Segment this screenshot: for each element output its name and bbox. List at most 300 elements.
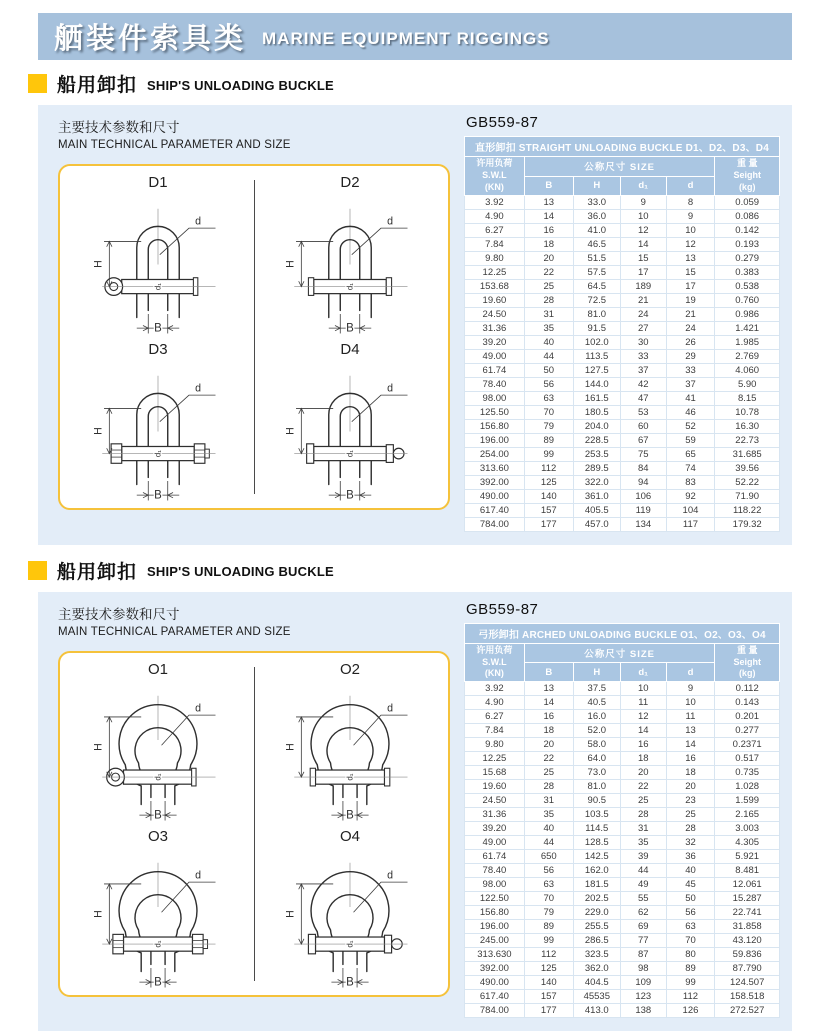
table-row [465,349,780,363]
dim-label-d: d [387,382,394,395]
figure-label: O4 [339,827,360,845]
spec-table-container [464,136,780,532]
dim-label-B: B [154,809,162,822]
dim-label-d1: d₁ [345,283,355,291]
shackle-drawing [70,191,246,337]
table-cell: 18 [666,766,715,780]
table-cell: 156.80 [465,419,525,433]
table-row [465,419,780,433]
table-row [465,780,780,794]
table-cell: 6.27 [465,710,525,724]
table-cell: 98.00 [465,391,525,405]
table-cell: 179.32 [715,517,780,531]
table-cell: 99 [666,976,715,990]
table-row [465,461,780,475]
section-heading [28,557,792,584]
table-cell: 254.00 [465,447,525,461]
section-title-zh: 船用卸扣 [57,561,138,583]
table-cell: 362.0 [573,962,620,976]
table-cell: 0.986 [715,307,780,321]
table-row [465,822,780,836]
dim-label-d: d [195,382,202,395]
table-cell: 3.92 [465,195,525,209]
figure-label: D4 [340,341,360,358]
table-cell: 31.36 [465,321,525,335]
table-cell: 1.028 [715,780,780,794]
dim-label-H: H [284,260,297,268]
table-cell: 23 [666,794,715,808]
table-cell: 94 [620,475,666,489]
table-row [465,808,780,822]
table-row [465,321,780,335]
size-col-header: B [524,176,573,195]
table-row [465,503,780,517]
diagram-O1 [62,661,254,824]
table-cell: 103.5 [573,808,620,822]
dim-label-H: H [284,909,297,918]
table-cell: 12.25 [465,265,525,279]
table-cell: 361.0 [573,489,620,503]
table-cell: 0.193 [715,237,780,251]
table-row [465,363,780,377]
table-cell: 286.5 [573,934,620,948]
table-cell: 46.5 [573,237,620,251]
table-cell: 52.22 [715,475,780,489]
table-cell: 617.40 [465,503,525,517]
table-cell: 39.56 [715,461,780,475]
table-cell: 63 [524,391,573,405]
dim-label-d1: d₁ [153,283,163,291]
table-cell: 69 [620,920,666,934]
table-cell: 11 [666,710,715,724]
table-cell: 14 [620,724,666,738]
table-cell: 89 [524,920,573,934]
table-cell: 35 [524,321,573,335]
table-row [465,836,780,850]
table-cell: 109 [620,976,666,990]
table-row [465,391,780,405]
table-cell: 196.00 [465,920,525,934]
table-cell: 41.0 [573,223,620,237]
table-cell: 134 [620,517,666,531]
table-cell: 289.5 [573,461,620,475]
table-cell: 392.00 [465,962,525,976]
table-row [465,335,780,349]
table-cell: 71.90 [715,489,780,503]
table-cell: 125 [524,475,573,489]
table-cell: 313.60 [465,461,525,475]
table-cell: 50 [666,892,715,906]
table-cell: 144.0 [573,377,620,391]
table-cell: 81.0 [573,307,620,321]
table-cell: 9 [666,209,715,223]
table-cell: 31.36 [465,808,525,822]
table-cell: 16 [524,223,573,237]
table-cell: 22 [620,780,666,794]
table-cell: 490.00 [465,976,525,990]
table-cell: 19.60 [465,780,525,794]
table-row [465,962,780,976]
shackle-drawing [262,191,438,337]
table-cell: 25 [666,808,715,822]
size-col-header: B [524,663,573,682]
banner-title-en: MARINE EQUIPMENT RIGGINGS [262,28,550,48]
table-cell: 405.5 [573,503,620,517]
table-cell: 0.279 [715,251,780,265]
table-cell: 10 [666,223,715,237]
table-cell: 45 [666,878,715,892]
table-cell: 24.50 [465,794,525,808]
table-cell: 784.00 [465,517,525,531]
table-cell: 3.003 [715,822,780,836]
table-row [465,934,780,948]
banner-title-zh: 舾装件索具类 [54,23,247,55]
table-cell: 12 [620,223,666,237]
diagram-D2 [254,174,446,337]
diagram-box [58,651,450,997]
table-cell: 72.5 [573,293,620,307]
section-panel [38,105,792,545]
table-cell: 31.685 [715,447,780,461]
table-cell: 180.5 [573,405,620,419]
table-cell: 18 [524,237,573,251]
table-cell: 16 [666,752,715,766]
table-cell: 138 [620,1004,666,1018]
table-cell: 47 [620,391,666,405]
table-cell: 7.84 [465,237,525,251]
table-cell: 31 [620,822,666,836]
table-cell: 15 [620,251,666,265]
standard-code: GB559-87 [466,600,539,618]
table-cell: 49 [620,878,666,892]
table-cell: 14 [620,237,666,251]
table-cell: 112 [524,461,573,475]
table-cell: 39.20 [465,822,525,836]
table-cell: 16.0 [573,710,620,724]
table-cell: 10 [666,696,715,710]
table-cell: 12 [666,237,715,251]
table-cell: 26 [666,335,715,349]
table-cell: 87.790 [715,962,780,976]
table-row [465,710,780,724]
table-row [465,237,780,251]
table-cell: 7.84 [465,724,525,738]
table-cell: 75 [620,447,666,461]
dim-label-B: B [154,489,162,502]
dim-label-d1: d₁ [345,773,355,781]
table-cell: 83 [666,475,715,489]
table-cell: 113.5 [573,349,620,363]
table-cell: 122.50 [465,892,525,906]
table-cell: 245.00 [465,934,525,948]
table-cell: 119 [620,503,666,517]
swl-column-header: 许用负荷 S.W.L (KN) [465,157,525,196]
table-cell: 0.760 [715,293,780,307]
table-cell: 9.80 [465,738,525,752]
spec-table [464,136,780,532]
table-cell: 63 [666,920,715,934]
table-cell: 87 [620,948,666,962]
table-cell: 16.30 [715,419,780,433]
swl-column-header: 许用负荷 S.W.L (KN) [465,643,525,682]
table-cell: 104 [666,503,715,517]
table-title: 直形卸扣 STRAIGHT UNLOADING BUCKLE D1、D2、D3、D4 [465,137,780,157]
table-cell: 4.90 [465,696,525,710]
table-cell: 313.630 [465,948,525,962]
table-cell: 30 [620,335,666,349]
table-cell: 55 [620,892,666,906]
table-cell: 16 [620,738,666,752]
dim-label-d: d [195,215,202,228]
table-row [465,794,780,808]
table-cell: 1.421 [715,321,780,335]
figure-label: D3 [148,341,168,358]
table-cell: 650 [524,850,573,864]
table-row [465,251,780,265]
table-cell: 32 [666,836,715,850]
table-cell: 42 [620,377,666,391]
table-cell: 33 [620,349,666,363]
dim-label-H: H [92,260,105,268]
table-cell: 36.0 [573,209,620,223]
table-cell: 22.73 [715,433,780,447]
table-row [465,990,780,1004]
table-cell: 39 [620,850,666,864]
param-heading-zh: 主要技术参数和尺寸 [58,120,180,135]
table-cell: 79 [524,906,573,920]
table-cell: 413.0 [573,1004,620,1018]
table-cell: 157 [524,990,573,1004]
table-cell: 14 [666,738,715,752]
table-cell: 5.90 [715,377,780,391]
table-cell: 84 [620,461,666,475]
table-cell: 24 [666,321,715,335]
table-cell: 18 [524,724,573,738]
table-cell: 78.40 [465,864,525,878]
table-cell: 64.0 [573,752,620,766]
table-cell: 125 [524,962,573,976]
dim-label-H: H [92,909,105,918]
table-cell: 15 [666,265,715,279]
figure-label: O3 [147,827,168,845]
section-title-zh: 船用卸扣 [57,75,138,96]
size-col-header: d₁ [620,663,666,682]
table-row [465,475,780,489]
table-cell: 29 [666,349,715,363]
table-row [465,948,780,962]
table-cell: 8.15 [715,391,780,405]
table-cell: 14 [524,209,573,223]
table-cell: 10 [620,682,666,696]
table-cell: 91.5 [573,321,620,335]
shackle-drawing [262,358,438,504]
dim-label-d1: d₁ [153,773,163,781]
figure-label: O1 [147,660,168,678]
table-cell: 90.5 [573,794,620,808]
table-cell: 196.00 [465,433,525,447]
figure-label: O2 [339,660,360,678]
table-cell: 1.599 [715,794,780,808]
table-row [465,906,780,920]
table-cell: 17 [620,265,666,279]
size-col-header: d [666,176,715,195]
table-cell: 44 [524,836,573,850]
table-cell: 31.858 [715,920,780,934]
section-straight-buckle [38,70,792,545]
table-cell: 43.120 [715,934,780,948]
table-cell: 125.50 [465,405,525,419]
table-cell: 28 [620,808,666,822]
table-cell: 98 [620,962,666,976]
table-row [465,878,780,892]
dim-label-d: d [387,869,394,882]
table-column [464,601,780,1019]
size-col-header: H [573,176,620,195]
table-cell: 0.143 [715,696,780,710]
table-cell: 27 [620,321,666,335]
table-cell: 202.5 [573,892,620,906]
table-cell: 272.527 [715,1004,780,1018]
table-cell: 0.517 [715,752,780,766]
table-cell: 12 [620,710,666,724]
table-column [464,114,780,532]
table-cell: 70 [666,934,715,948]
dim-label-B: B [154,322,162,335]
table-cell: 140 [524,976,573,990]
table-row [465,433,780,447]
table-cell: 0.201 [715,710,780,724]
dim-label-d1: d₁ [345,450,355,458]
table-cell: 228.5 [573,433,620,447]
table-cell: 51.5 [573,251,620,265]
dim-label-H: H [284,742,297,751]
table-cell: 323.5 [573,948,620,962]
table-row [465,752,780,766]
table-cell: 177 [524,1004,573,1018]
spec-table-container [464,623,780,1019]
figure-label: D2 [340,174,360,191]
table-row [465,724,780,738]
table-cell: 73.0 [573,766,620,780]
table-cell: 70 [524,892,573,906]
table-cell: 457.0 [573,517,620,531]
dim-label-d1: d₁ [153,450,163,458]
table-cell: 33.0 [573,195,620,209]
table-cell: 22.741 [715,906,780,920]
table-cell: 89 [524,433,573,447]
dim-label-H: H [284,427,297,435]
table-cell: 31 [524,307,573,321]
table-cell: 19.60 [465,293,525,307]
table-cell: 45535 [573,990,620,1004]
table-cell: 18 [620,752,666,766]
table-row [465,682,780,696]
table-cell: 58.0 [573,738,620,752]
shackle-drawing [70,358,246,504]
table-cell: 253.5 [573,447,620,461]
table-row [465,864,780,878]
table-row [465,307,780,321]
dim-label-B: B [346,322,354,335]
table-cell: 189 [620,279,666,293]
section-heading [28,70,792,97]
standard-code: GB559-87 [466,114,539,131]
table-cell: 4.305 [715,836,780,850]
table-cell: 80 [666,948,715,962]
table-cell: 117 [666,517,715,531]
table-cell: 158.518 [715,990,780,1004]
table-cell: 106 [620,489,666,503]
table-cell: 39.20 [465,335,525,349]
table-cell: 15.68 [465,766,525,780]
table-row [465,293,780,307]
table-cell: 67 [620,433,666,447]
table-row [465,892,780,906]
table-cell: 255.5 [573,920,620,934]
size-col-header: H [573,663,620,682]
table-cell: 63 [524,878,573,892]
table-cell: 0.059 [715,195,780,209]
diagram-column [58,114,450,532]
table-cell: 2.165 [715,808,780,822]
weight-column-header: 重 量 Seight (kg) [715,157,780,196]
table-row [465,489,780,503]
table-cell: 79 [524,419,573,433]
section-title-en: SHIP'S UNLOADING BUCKLE [147,77,334,93]
table-cell: 61.74 [465,363,525,377]
table-cell: 12.25 [465,752,525,766]
figure-label: D1 [148,174,168,191]
table-title: 弓形卸扣 ARCHED UNLOADING BUCKLE O1、O2、O3、O4 [465,623,780,643]
table-cell: 49.00 [465,836,525,850]
table-cell: 37 [666,377,715,391]
table-cell: 20 [666,780,715,794]
table-cell: 50 [524,363,573,377]
dim-label-B: B [346,976,354,989]
table-cell: 46 [666,405,715,419]
table-cell: 40.5 [573,696,620,710]
table-row [465,738,780,752]
table-row [465,850,780,864]
table-cell: 0.112 [715,682,780,696]
table-cell: 52 [666,419,715,433]
table-cell: 44 [620,864,666,878]
table-row [465,209,780,223]
table-row [465,447,780,461]
table-cell: 10 [620,209,666,223]
shackle-drawing [262,845,438,991]
table-cell: 322.0 [573,475,620,489]
table-cell: 40 [524,335,573,349]
table-cell: 81.0 [573,780,620,794]
table-row [465,279,780,293]
table-cell: 0.142 [715,223,780,237]
table-cell: 404.5 [573,976,620,990]
table-cell: 140 [524,489,573,503]
table-cell: 112 [666,990,715,1004]
table-cell: 6.27 [465,223,525,237]
dim-label-H: H [92,742,105,751]
table-cell: 0.383 [715,265,780,279]
table-cell: 153.68 [465,279,525,293]
table-cell: 9 [620,195,666,209]
table-cell: 13 [524,195,573,209]
table-cell: 56 [524,864,573,878]
param-heading-en: MAIN TECHNICAL PARAMETER AND SIZE [58,625,291,638]
dim-label-d: d [387,215,394,228]
shackle-drawing [70,845,246,991]
table-cell: 28 [524,780,573,794]
